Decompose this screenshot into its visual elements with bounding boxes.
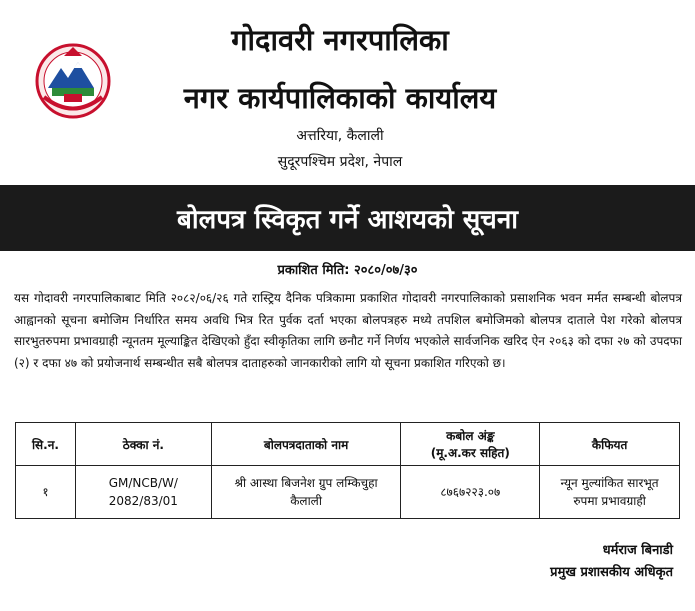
- header-bidder-name: बोलपत्रदाताको नाम: [211, 423, 401, 466]
- office-name: नगर कार्यपालिकाको कार्यालय: [183, 81, 497, 115]
- signatory-title: प्रमुख प्रशासकीय अधिकृत: [550, 565, 673, 580]
- notice-title: बोलपत्र स्विकृत गर्ने आशयको सूचना: [177, 205, 518, 235]
- header-contract-no: ठेक्का नं.: [75, 423, 211, 466]
- remarks-line1: न्यून मुल्यांकित सारभूत: [560, 476, 659, 490]
- header-remarks: कैफियत: [540, 423, 680, 466]
- org-name: गोदावरी नगरपालिका: [231, 23, 449, 57]
- signatory-name: धर्मराज बिनाडी: [602, 543, 673, 558]
- address-line-1: अत्तरिया, कैलाली: [296, 128, 384, 144]
- remarks-line2: रुपमा प्रभावग्राही: [573, 494, 646, 508]
- cell-remarks: [540, 466, 680, 519]
- table-header-row: [16, 423, 680, 466]
- cell-bid-amount: ८७६७२२३.०७: [401, 466, 540, 519]
- contract-no-line1: GM/NCB/W/: [108, 476, 178, 490]
- bidder-name-line2: कैलाली: [290, 494, 322, 508]
- header-bid-amount-line2: (मू.अ.कर सहित): [430, 446, 510, 460]
- header-sn: सि.न.: [16, 423, 76, 466]
- bidder-name-line1: श्री आस्था बिजनेश ग्रुप लम्किचुहा: [234, 476, 378, 490]
- header-bid-amount: [401, 423, 540, 466]
- address-line-2: सुदूरपश्चिम प्रदेश, नेपाल: [277, 154, 403, 170]
- table-row: [16, 466, 680, 519]
- cell-contract-no: [75, 466, 211, 519]
- notice-body: यस गोदावरी नगरपालिकाबाट मिति २०८२/०६/२६ गते रास्ट्रिय दैनिक पत्रिकामा प्रकाशित गोदावरी नगरपालिकाको प्रसाशनिक भवन मर्मत सम्बन्धी बोलपत्र आह्वानको सूचना बमोजिम निर्धारित समय अवधि भित्र रित पुर्वक दर्ता भएका बोलपत्रहरु मध्ये तपशिल बमोजिमको बोलपत्र दाताले पेश गरेको बोलपत्र सारभुतरुपमा प्रभावग्राही न्यूनतम मूल्याङ्कित देखिएको हुँदा स्वीकृतिका लागि छनौट गर्ने निर्णय भएकोले सार्वजनिक खरिद ऐन २०६३ को दफा २७ को उपदफा (२) र दफा ४७ को प्रयोजनार्थ सम्बन्धीत सबै बोलपत्र दाताहरुको जानकारीको लागि यो सूचना प्रकाशित गरिएको छ।: [14, 291, 682, 370]
- notice-title-banner: [0, 185, 695, 251]
- header-bid-amount-line1: कबोल अंङ्क: [446, 429, 495, 443]
- nepal-government-emblem-icon: [34, 42, 112, 120]
- cell-sn: १: [16, 466, 76, 519]
- tender-table: [15, 422, 680, 519]
- cell-bidder-name: [211, 466, 401, 519]
- contract-no-line2: 2082/83/01: [108, 494, 178, 508]
- publication-date: प्रकाशित मिति: २०८०/०७/३०: [277, 263, 418, 278]
